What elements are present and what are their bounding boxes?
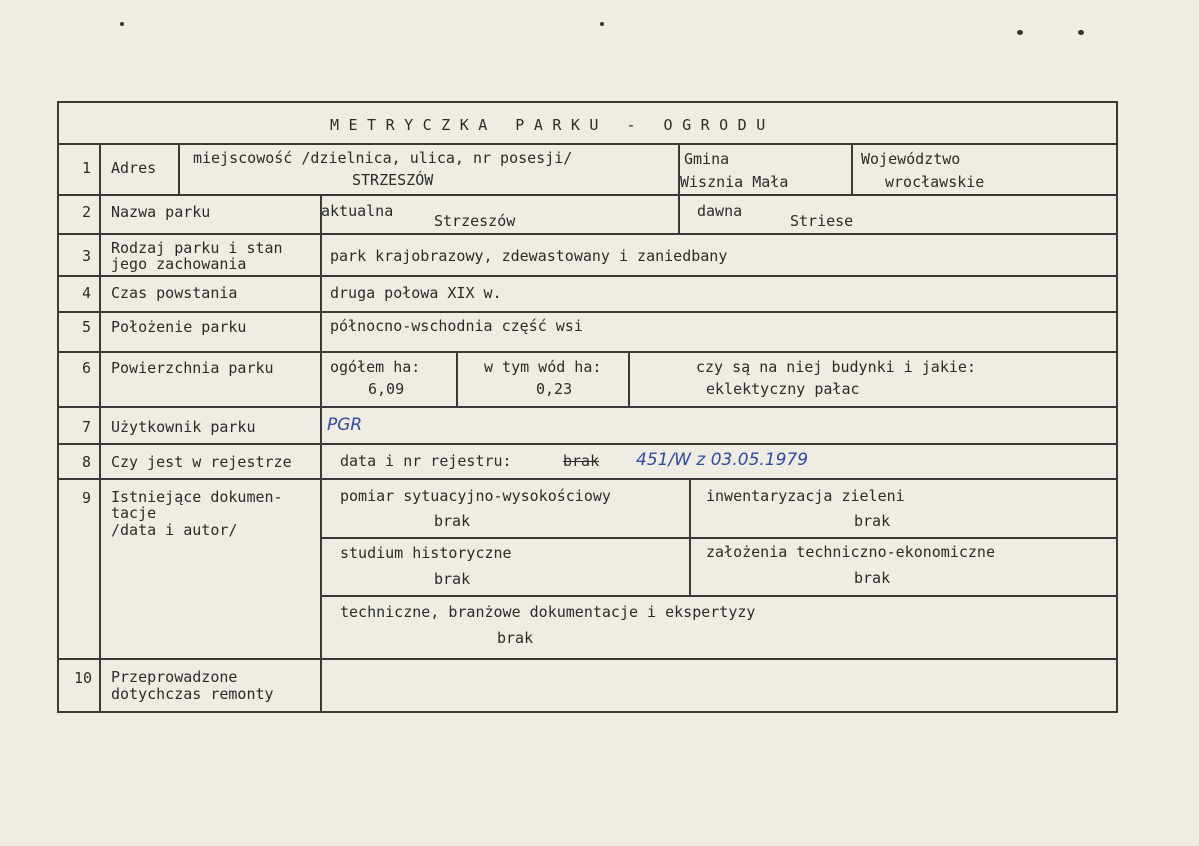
register-struck-value: brak bbox=[563, 452, 600, 470]
greenery-caption: inwentaryzacja zieleni bbox=[706, 487, 905, 505]
label-renovations-line2: dotychczas remonty bbox=[111, 685, 274, 703]
row-number: 3 bbox=[82, 247, 92, 265]
tech-econ-value: brak bbox=[854, 569, 891, 587]
label-park-location: Położenie parku bbox=[111, 318, 247, 336]
row-number: 1 bbox=[82, 159, 92, 177]
water-area-caption: w tym wód ha: bbox=[484, 358, 602, 376]
survey-caption: pomiar sytuacyjno-wysokościowy bbox=[340, 487, 611, 505]
creation-time-value: druga połowa XIX w. bbox=[330, 284, 502, 302]
history-caption: studium historyczne bbox=[340, 544, 512, 562]
current-name-caption: aktualna bbox=[321, 202, 394, 220]
label-renovations-line1: Przeprowadzone bbox=[111, 668, 238, 686]
label-documentation-line1: Istniejące dokumen- bbox=[111, 488, 283, 506]
label-documentation-line2: tacje bbox=[111, 504, 157, 522]
buildings-caption: czy są na niej budynki i jakie: bbox=[696, 358, 976, 376]
label-documentation-line3: /data i autor/ bbox=[111, 521, 238, 539]
register-handwritten: 451/W z 03.05.1979 bbox=[636, 450, 809, 470]
water-area-value: 0,23 bbox=[536, 380, 573, 398]
label-park-type-line1: Rodzaj parku i stan bbox=[111, 239, 283, 257]
row-number: 8 bbox=[82, 453, 92, 471]
label-park-name: Nazwa parku bbox=[111, 203, 211, 221]
technical-docs-caption: techniczne, branżowe dokumentacje i ekspertyzy bbox=[340, 603, 756, 621]
label-creation-time: Czas powstania bbox=[111, 284, 238, 302]
label-in-register: Czy jest w rejestrze bbox=[111, 453, 292, 471]
gmina-value: Wisznia Mała bbox=[680, 173, 789, 191]
form-title: METRYCZKA PARKU - OGRODU bbox=[330, 116, 775, 134]
label-park-user: Użytkownik parku bbox=[111, 418, 256, 436]
row-number: 6 bbox=[82, 359, 92, 377]
label-park-type-line2: jego zachowania bbox=[111, 255, 247, 273]
park-type-value: park krajobrazowy, zdewastowany i zaniedbany bbox=[330, 247, 728, 265]
greenery-value: brak bbox=[854, 512, 891, 530]
row-number: 10 bbox=[74, 669, 93, 687]
park-location-value: północno-wschodnia część wsi bbox=[330, 317, 583, 335]
voivodeship-caption: Województwo bbox=[861, 150, 961, 168]
gmina-caption: Gmina bbox=[684, 150, 730, 168]
address-caption: miejscowość /dzielnica, ulica, nr posesji/ bbox=[193, 149, 573, 167]
row-number: 5 bbox=[82, 318, 92, 336]
label-park-area: Powierzchnia parku bbox=[111, 359, 274, 377]
ink-speck bbox=[1078, 30, 1084, 35]
ink-speck bbox=[1017, 30, 1023, 35]
total-area-value: 6,09 bbox=[368, 380, 405, 398]
buildings-value: eklektyczny pałac bbox=[706, 380, 860, 398]
history-value: brak bbox=[434, 570, 471, 588]
former-name-caption: dawna bbox=[697, 202, 743, 220]
ink-speck bbox=[600, 22, 604, 26]
ink-speck bbox=[120, 22, 124, 26]
tech-econ-caption: założenia techniczno-ekonomiczne bbox=[706, 543, 995, 561]
former-name-value: Striese bbox=[790, 212, 854, 230]
register-caption: data i nr rejestru: bbox=[340, 452, 512, 470]
voivodeship-value: wrocławskie bbox=[885, 173, 985, 191]
row-number: 7 bbox=[82, 418, 92, 436]
row-number: 2 bbox=[82, 203, 92, 221]
row-number: 4 bbox=[82, 284, 92, 302]
row-number: 9 bbox=[82, 489, 92, 507]
technical-docs-value: brak bbox=[497, 629, 534, 647]
park-user-handwritten: PGR bbox=[327, 415, 363, 435]
total-area-caption: ogółem ha: bbox=[330, 358, 421, 376]
address-value: STRZESZÓW bbox=[352, 171, 434, 189]
survey-value: brak bbox=[434, 512, 471, 530]
current-name-value: Strzeszów bbox=[434, 212, 516, 230]
label-address: Adres bbox=[111, 159, 157, 177]
